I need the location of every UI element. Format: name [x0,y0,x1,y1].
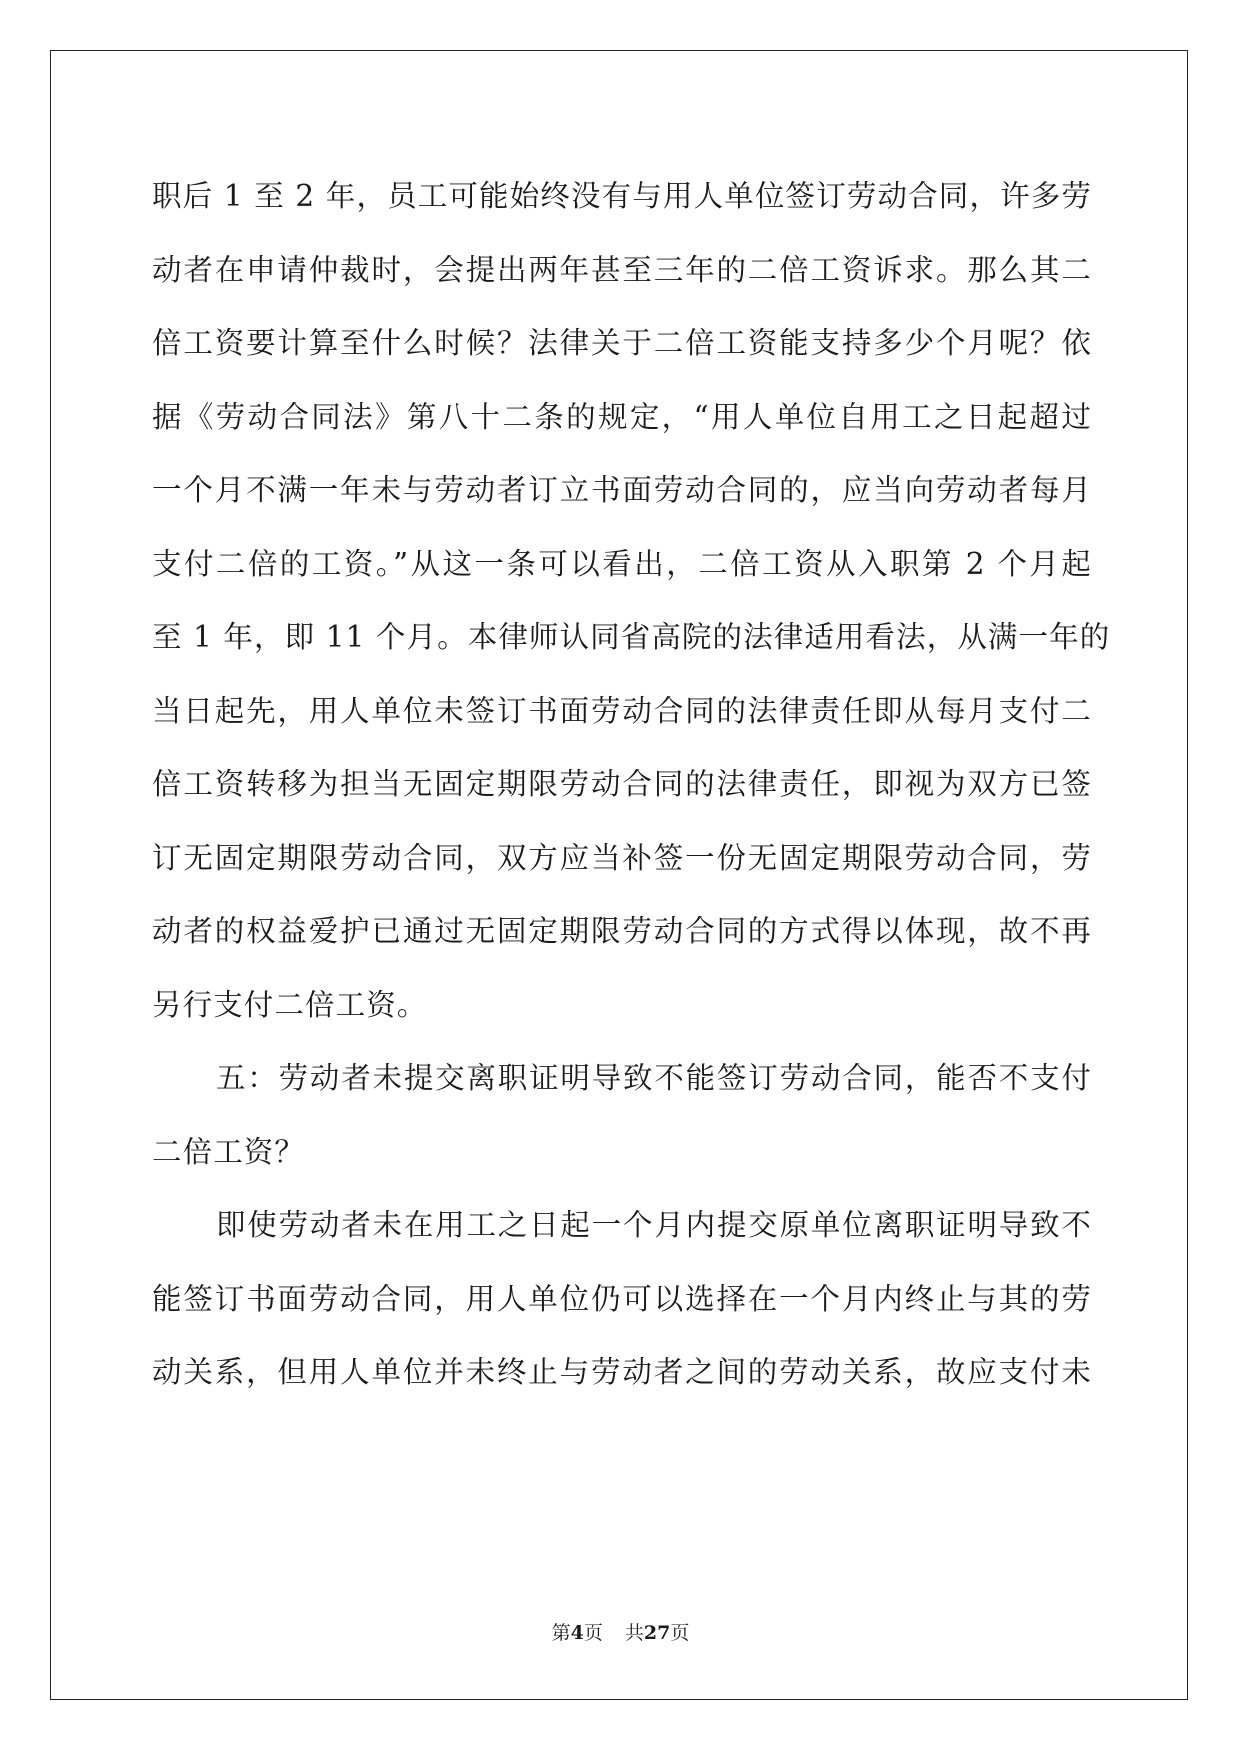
section-heading-line: 五：劳动者未提交离职证明导致不能签订劳动合同，能否不支付 [216,1061,1092,1095]
page-label-prefix: 第 [551,1622,571,1644]
body-line: 动者在申请仲裁时，会提出两年甚至三年的二倍工资诉求。那么其二 [152,252,1092,287]
body-line: 动者的权益爱护已通过无固定期限劳动合同的方式得以体现，故不再 [152,914,1092,948]
body-line: 据《劳动合同法》第八十二条的规定，“用人单位自用工之日起超过 [152,399,1092,434]
body-line: 支付二倍的工资。”从这一条可以看出，二倍工资从入职第 2 个月起 [152,546,1092,581]
document-body [152,160,1111,1410]
body-line: 订无固定期限劳动合同，双方应当补签一份无固定期限劳动合同，劳 [152,840,1092,875]
total-label-suffix: 页 [670,1622,690,1644]
section-heading-line: 二倍工资？ [152,1134,306,1169]
body-line: 能签订书面劳动合同，用人单位仍可以选择在一个月内终止与其的劳 [152,1281,1092,1316]
page-footer [0,1618,1241,1645]
current-page-number: 4 [570,1622,584,1644]
body-line: 职后 1 至 2 年，员工可能始终没有与用人单位签订劳动合同，许多劳 [152,179,1092,213]
body-line: 动关系，但用人单位并未终止与劳动者之间的劳动关系，故应支付未 [152,1355,1092,1389]
total-label-prefix: 共 [624,1622,644,1644]
body-line: 倍工资要计算至什么时候？法律关于二倍工资能支持多少个月呢？依 [152,326,1092,360]
body-line: 倍工资转移为担当无固定期限劳动合同的法律责任，即视为双方已签 [152,767,1092,801]
body-line: 至 1 年，即 11 个月。本律师认同省高院的法律适用看法，从满一年的 [152,620,1111,654]
page-label-suffix: 页 [583,1622,603,1644]
body-line: 另行支付二倍工资。 [152,987,428,1022]
body-line: 一个月不满一年未与劳动者订立书面劳动合同的，应当向劳动者每月 [152,473,1092,507]
body-line: 当日起先，用人单位未签订书面劳动合同的法律责任即从每月支付二 [152,693,1092,728]
body-line: 即使劳动者未在用工之日起一个月内提交原单位离职证明导致不 [216,1208,1092,1242]
total-page-count: 27 [643,1622,671,1644]
